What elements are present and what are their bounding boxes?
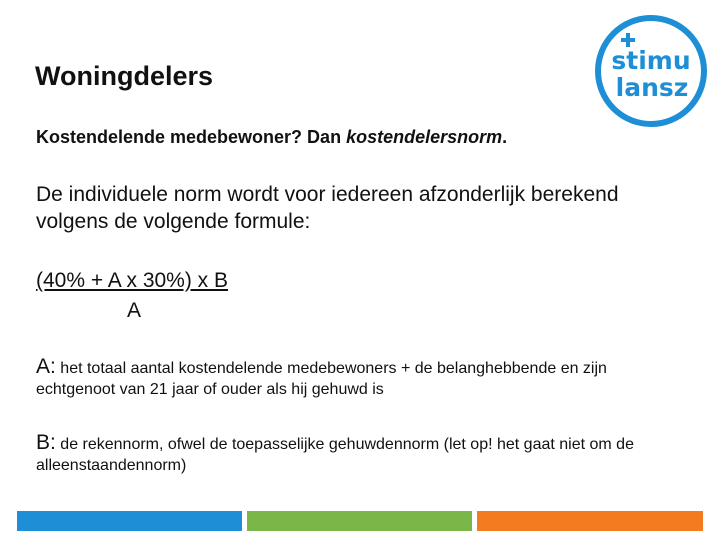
logo-plus-icon: [621, 33, 635, 47]
subtitle-period: .: [502, 127, 508, 147]
intro-paragraph: De individuele norm wordt voor iedereen afzonderlijk berekend volgens de volgende formule:: [36, 183, 619, 233]
slide-subtitle: [36, 127, 507, 149]
formula-numerator: (40% + A x 30%) x B: [36, 269, 229, 292]
subtitle-emphasis: kostendelersnorm: [346, 127, 503, 147]
footer-bar-orange: [477, 511, 703, 531]
footer-bar-green: [247, 511, 472, 531]
definition-a-text: het totaal aantal kostendelende medebewoners + de belanghebbende en zijn echtgenoot van 21 jaar of ouder als hij gehuwd is: [36, 360, 607, 398]
logo-text-line2: lansz: [615, 73, 689, 102]
stimulansz-logo: [594, 14, 708, 128]
subtitle-text: Kostendelende medebewoner? Dan: [36, 127, 347, 147]
definition-b-text: de rekennorm, ofwel de toepasselijke gehuwdennorm (let op! het gaat niet om de alleenstaandennorm): [36, 436, 634, 474]
definition-a-key: A:: [36, 355, 56, 378]
footer-bar-blue: [17, 511, 242, 531]
logo-text-line1: stimu: [611, 46, 691, 75]
slide-title: Woningdelers: [35, 61, 214, 91]
footer-bars: [17, 511, 703, 531]
definition-b-key: B:: [36, 431, 56, 454]
definition-a: [36, 356, 636, 400]
definition-b: [36, 432, 636, 476]
formula-denominator: A: [127, 299, 142, 322]
